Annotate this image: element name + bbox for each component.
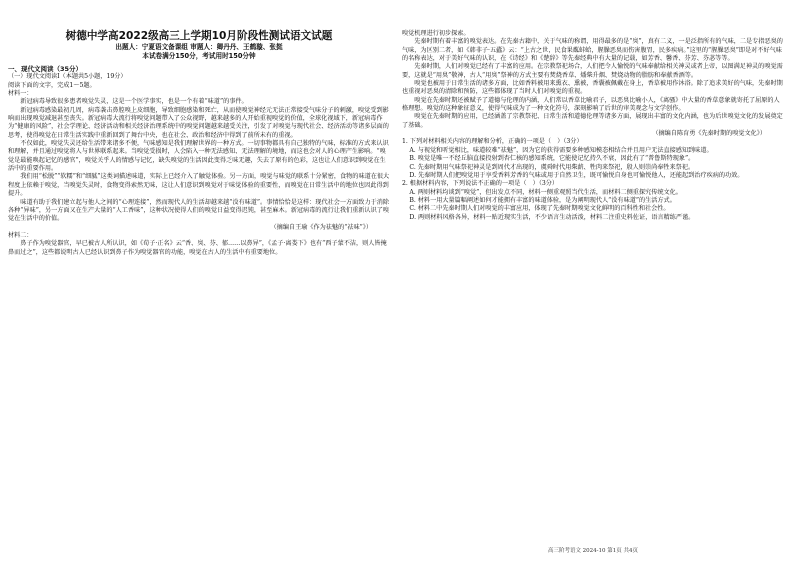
source-citation: （摘编自王瑜《作为祛魅的“祛味”》） xyxy=(270,223,372,231)
paragraph: 嗅觉也被用于日常生活的诸多方面，比如香料被用来熏衣、熏被，香囊被佩戴在身上，香草被用作沐浴。除了追求美好的气味，先秦时期也重视对恶臭的清除和预防，这些都体现了当时人们对嗅觉的重视。 xyxy=(402,80,783,96)
paragraph: 嗅觉在先秦时期的应用，已经涵盖了宗教祭祀、日常生活和道德伦理等诸多方面，展现出丰富的文化内涵，也为后世嗅觉文化的发展奠定了基础。 xyxy=(402,113,783,129)
paragraph: 鼻子作为嗅觉器官，早已被古人所认识，如《荀子·正名》云“香、臭、芬、郁……以鼻异”，《孟子·离娄下》也有“西子蒙不洁，则人皆掩鼻而过之”，这些都说明古人已经认识到鼻子作为嗅觉器官的功能，嗅觉在古人的生活中有重要地位。 xyxy=(8,240,387,256)
continuation-text: 嗅觉机理进行初步探索。 xyxy=(402,30,470,37)
paragraph: 我们用“松脱”“软糯”和“细腻”这类词描述味道，实际上已经介入了触觉体验。另一方面，嗅觉与味觉的联系十分紧密，食物的味道在很大程度上依赖于嗅觉，当嗅觉失灵时，食物变得索然无味，这让人们意识到嗅觉对于味觉体验的重要性，而嗅觉在日常生活中的地位也因此得到提升。 xyxy=(8,173,390,198)
left-column xyxy=(8,0,390,257)
paragraph: 先秦时期有着丰富的嗅觉表达。在先秦古籍中，关于气味的称谓，用得最多的是“臭”，真有二义，一是泛指所有的气味，二是专指恶臭的气味，为区别二者，如《韩非子·五蠹》云：“上古之世，民食果蓏蚌蛤，腥臊恶臭而伤害腹胃，民多疾病。”这里的“腥臊恶臭”即是对不好气味的名称表达，对于美好气味的认识，在《诗经》和《楚辞》等先秦经典中有大量的记载，如芳香、馨香、芬芳、芬苾等等。 xyxy=(402,38,783,63)
exam-info: 本试卷满分150分，考试用时150分钟 xyxy=(142,52,256,60)
q1-option-c: C. 先秦时期用气味祭祀神灵是到周代才出现的，虞舜时代用柴薪、牲肉来祭祀，殷人则崇尚奉牲来祭祀。 xyxy=(409,163,695,171)
material-2-label: 材料二： xyxy=(8,231,33,239)
right-column xyxy=(402,0,784,222)
paragraph: 先秦时期，人们对嗅觉已经有了丰富的应用。在宗教祭祀场合，人们把令人愉悦的气味奉献给相关神灵或者上帝，以图满足神灵的嗅觉需要，这就是“用臭”敬神，古人“用臭”祭神的方式主要有焚烧香草、燔柴升烟、焚烧动物的脂肪和奉献香酒等。 xyxy=(402,63,783,79)
q1-option-d: D. 先秦时期人们把嗅觉用于享受香料芳香的气味或用于自然卫生，既可愉悦自身也可愉悦他人，还能起到治疗疾病的功效。 xyxy=(409,171,744,179)
paragraph: 新冠病毒感染最初几周，病毒袭击鼻腔嗅上皮细胞，导致细胞感染和死亡，从而使嗅觉神经元无法正常接受气味分子的刺激，嗅觉受到影响而出现嗅觉减退甚至丧失。新冠病毒大流行将嗅觉问题带入了公众视野，越来越多的人开始重视嗅觉的价值，全球化视域下，新冠病毒作为“健康的风险”，社会学理论、经济活动和相关经济治理系统中的嗅觉问题越来越受关注，引发了对嗅觉与现代社会、经济活动等诸多层面的思考，使得嗅觉在日常生活实践中重新回到了舞台中央，也在社会、政治和经济中得到了前所未有的重视。 xyxy=(8,106,389,139)
paragraph: 新冠病毒导致很多患者嗅觉失灵，这是一个医学事实，也是一个有着“味道”的事件。 xyxy=(20,98,248,106)
paragraph: 嗅觉在先秦时期还被赋予了道德与伦理的内涵，人们常以香草比喻君子，以恶臭比喻小人，《离骚》中大量的香草意象就寄托了屈原的人格理想。嗅觉的这种象征意义，使得气味成为了一种文化符号，深刻影响了后世的审美观念与文学创作。 xyxy=(402,96,780,113)
q2-option-d: D. 两则材料风格各异，材料一贴近现实生活，不少语言生动活泼，材料二注重史料佐证，语言精练严谨。 xyxy=(409,213,695,221)
q1-option-a: A. 与视觉和听觉相比，味道较难“祛魅”，因为它的获得需要多种感知模态相结合并且用户无法直接感知到味道。 xyxy=(409,146,713,154)
paragraph: 味道有助于我们建立起与他人之间的“心理连接”，然而现代人的生活却越来越“没有味道”。事情恰恰是这样：现代社会一方面致力于消除各种“异味”，另一方面又在生产大量的“人工香味”，这种状况使得人们的嗅觉日益变得迟钝，甚至麻木。新冠病毒的流行让我们重新认识了嗅觉在生活中的价值。 xyxy=(8,198,390,223)
q2-option-a: A. 两则材料均谈到“嗅觉”，但出发点不同，材料一侧重观照当代生活，而材料二侧重探究传统文化。 xyxy=(409,188,682,196)
material-1-label: 材料一： xyxy=(8,90,33,98)
source-citation: （摘编自陈育勇《先秦时期的嗅觉文化》） xyxy=(652,130,766,138)
q2-option-b: B. 材料一用大量篇幅阐述如何才能拥有丰富的味道体验，是为阐明现代人“没有味道”的生活方式。 xyxy=(409,196,676,204)
exam-title: 树德中学高2022级高三上学期10月阶段性测试语文试题 xyxy=(65,30,333,42)
exam-authors: 出题人：宁夏语文备课组 审题人：卿丹丹、王鹤璇、张挺 xyxy=(115,43,283,51)
subsection-title: （一）现代文阅读Ⅰ（本题共5小题，19分） xyxy=(8,73,127,81)
q2-option-c: C. 材料二中先秦时期人们对嗅觉的丰富应用，体现了先秦时期嗅觉文化鲜明的百科性和社会性。 xyxy=(409,205,670,213)
section-title: 一、现代文阅读（35分） xyxy=(8,65,83,73)
q1-option-b: B. 嗅觉是唯一不经丘脑直接投射到杏仁核的感知系统，它能使记忆持久不衰，因此有了“普鲁斯特现象”。 xyxy=(409,155,695,163)
instruction-text: 阅读下面的文字，完成1～5题。 xyxy=(8,81,96,89)
question-1: 1. 下列对材料相关内容的理解和分析，正确的一项是（ ）（3分） xyxy=(402,138,583,146)
page-footer: 高三阶考语文 2024-10 第1页 共4页 xyxy=(547,548,639,554)
question-2: 2. 根据材料内容，下列说法不正确的一项是（ ）（3分） xyxy=(402,180,559,188)
paragraph: 不仅如此，嗅觉失灵还给生活带来诸多不便，气味感知是我们理解世界的一种方式。一切事物都具有自己独特的气味，标准的方式来认识和理解，并且通过嗅觉将人与世界联系起来。当嗅觉受损时，人会陷入一种无法感知、无法理解的境地，而这也会对人的心理产生影响。“嗅觉是最能唤起记忆的感官”，嗅觉关乎人的情感与记忆，缺失嗅觉的生活因此变得乏味无趣，失去了原有的色彩，这也让人们意识到嗅觉在生活中的重要作用。 xyxy=(8,140,389,173)
